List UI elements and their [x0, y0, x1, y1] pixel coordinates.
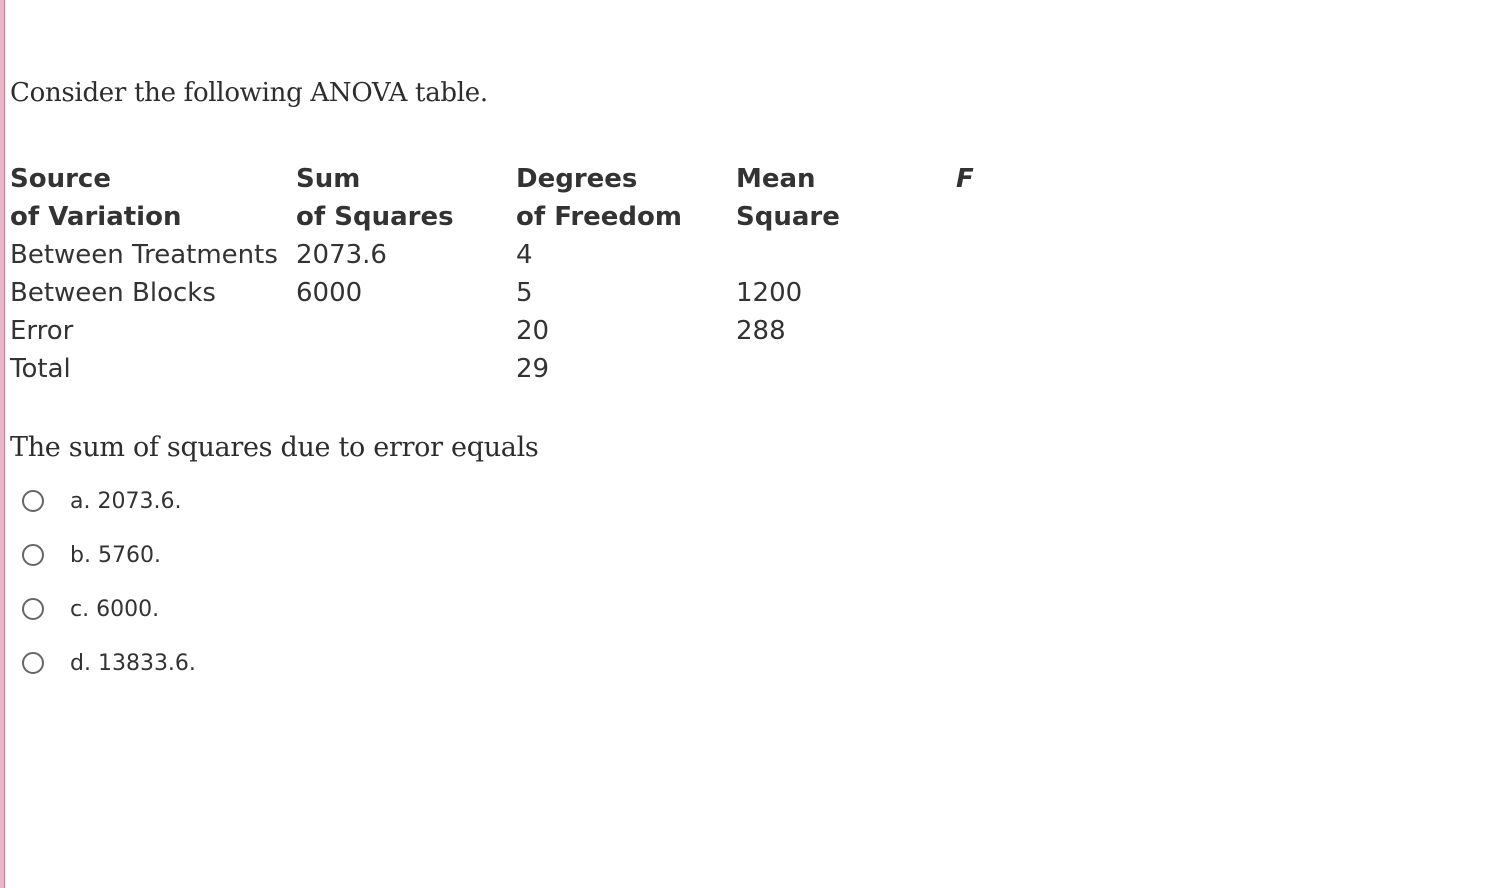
cell-degrees-of-freedom: 5: [516, 278, 533, 308]
cell-mean-square: 288: [736, 316, 786, 346]
header-square: Square: [736, 202, 840, 232]
cell-degrees-of-freedom: 20: [516, 316, 550, 346]
question-text: The sum of squares due to error equals: [10, 432, 539, 463]
cell-source: Between Blocks: [10, 278, 216, 308]
option-c[interactable]: [22, 582, 196, 636]
header-of-variation: of Variation: [10, 202, 182, 232]
option-b[interactable]: [22, 528, 196, 582]
option-d[interactable]: [22, 636, 196, 690]
radio-button[interactable]: [22, 652, 44, 674]
cell-source: Between Treatments: [10, 240, 278, 270]
cell-degrees-of-freedom: 29: [516, 354, 550, 384]
answer-options: [22, 474, 196, 690]
header-mean: Mean: [736, 164, 816, 194]
left-border-rule: [0, 0, 5, 888]
header-of-squares: of Squares: [296, 202, 454, 232]
option-label[interactable]: d. 13833.6.: [70, 650, 196, 676]
header-of-freedom: of Freedom: [516, 202, 682, 232]
radio-button[interactable]: [22, 544, 44, 566]
cell-sum-of-squares: 2073.6: [296, 240, 387, 270]
radio-button[interactable]: [22, 490, 44, 512]
cell-source: Error: [10, 316, 74, 346]
header-degrees: Degrees: [516, 164, 638, 194]
option-a[interactable]: [22, 474, 196, 528]
option-label[interactable]: a. 2073.6.: [70, 488, 182, 514]
radio-button[interactable]: [22, 598, 44, 620]
header-sum: Sum: [296, 164, 361, 194]
header-source: Source: [10, 164, 111, 194]
cell-source: Total: [10, 354, 71, 384]
intro-text: Consider the following ANOVA table.: [10, 78, 488, 108]
header-f: F: [956, 164, 974, 194]
option-label[interactable]: b. 5760.: [70, 542, 161, 568]
cell-sum-of-squares: 6000: [296, 278, 363, 308]
option-label[interactable]: c. 6000.: [70, 596, 160, 622]
cell-degrees-of-freedom: 4: [516, 240, 533, 270]
cell-mean-square: 1200: [736, 278, 803, 308]
